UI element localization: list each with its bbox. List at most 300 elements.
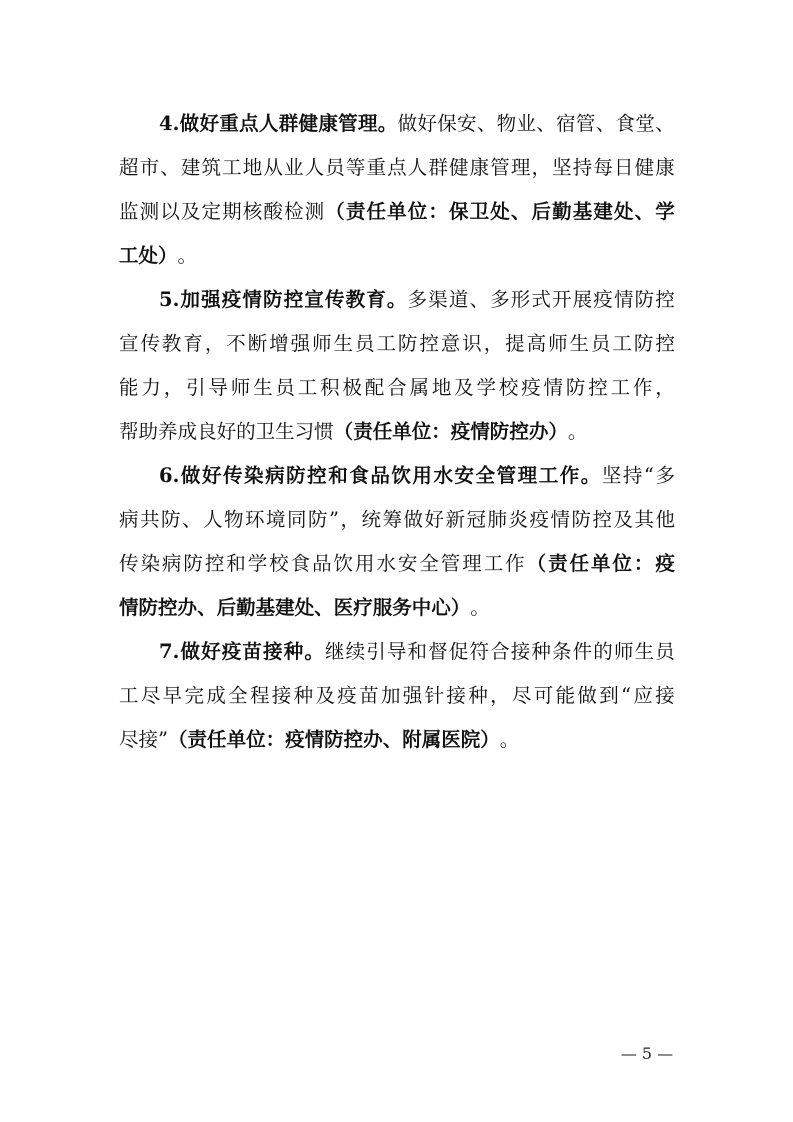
bold-char: （ — [526, 552, 547, 575]
text-char: 防 — [161, 508, 181, 531]
text-char: 饮 — [333, 552, 354, 575]
text-char: 测 — [139, 200, 160, 223]
text-char: 和 — [407, 640, 428, 663]
text-char: 用 — [354, 552, 375, 575]
text-char: 防 — [634, 288, 655, 311]
bold-char: 、 — [382, 728, 403, 751]
text-char: 接 — [138, 728, 159, 751]
text-char: 式 — [531, 288, 551, 311]
bold-char: 控 — [158, 596, 178, 619]
heading-char: 饮 — [391, 464, 411, 487]
bold-char: 单 — [387, 200, 407, 223]
text-char: 堂 — [635, 112, 655, 135]
text-char: 成 — [206, 684, 226, 707]
heading-char: 疫 — [221, 288, 242, 311]
text-char: 续 — [345, 640, 366, 663]
bold-char: 任 — [207, 728, 227, 751]
text-char: 传 — [140, 332, 160, 355]
text-char: 意 — [440, 332, 461, 355]
text-char: 接 — [510, 640, 531, 663]
text-char: 早 — [162, 684, 183, 707]
bold-char: 任 — [569, 552, 590, 575]
text-line — [119, 278, 675, 322]
text-char: 。 — [470, 596, 490, 619]
bold-char: 勤 — [236, 596, 256, 619]
text-char: 筹 — [382, 508, 402, 531]
bold-char: 位 — [612, 552, 632, 575]
text-line — [119, 586, 675, 630]
text-char: 道 — [448, 288, 469, 311]
heading-char: 防 — [263, 288, 283, 311]
bold-char: ） — [548, 420, 568, 443]
text-char: 管 — [440, 552, 461, 575]
heading-char: 康 — [318, 112, 338, 135]
bold-char: 位 — [246, 728, 266, 751]
text-line — [119, 674, 675, 718]
heading-char: 管 — [338, 112, 358, 135]
text-char: 生 — [275, 420, 295, 443]
heading-char: 5. — [159, 288, 180, 311]
bold-char: 防 — [324, 728, 344, 751]
bold-char: 单 — [226, 728, 247, 751]
text-char: 康 — [469, 156, 490, 179]
text-char: 酸 — [263, 200, 283, 223]
text-char: 品 — [312, 552, 332, 575]
text-char: 市 — [139, 156, 160, 179]
text-line — [119, 454, 675, 498]
text-char: 他 — [655, 508, 675, 531]
bold-char: （ — [325, 200, 345, 223]
text-char: 惯 — [314, 420, 334, 443]
text-char: 加 — [380, 684, 401, 707]
text-char: 接 — [655, 684, 675, 707]
bold-char: 防 — [138, 596, 159, 619]
bold-char: 办 — [177, 596, 198, 619]
text-char: 生 — [333, 332, 354, 355]
bold-char: （ — [333, 420, 354, 443]
bold-char: 中 — [411, 596, 432, 619]
bold-char: （ — [168, 728, 188, 751]
text-char: ， — [204, 332, 225, 355]
text-char: 到 — [599, 684, 619, 707]
bold-char: 情 — [304, 728, 325, 751]
bold-char: 属 — [421, 728, 442, 751]
text-char: 校 — [269, 552, 289, 575]
text-line — [119, 718, 675, 762]
bold-char: 疗 — [353, 596, 373, 619]
text-char: 重 — [366, 156, 387, 179]
heading-char: 苗 — [242, 640, 262, 663]
text-char: 、 — [476, 112, 497, 135]
text-char: 多 — [655, 464, 675, 487]
text-char: 员 — [325, 156, 345, 179]
bold-char: ） — [450, 596, 471, 619]
bold-char: ： — [265, 728, 286, 751]
heading-char: 理 — [517, 464, 538, 487]
text-char: 地 — [431, 376, 452, 399]
text-char: 渠 — [428, 288, 448, 311]
bold-char: 处 — [490, 200, 510, 223]
text-char: 情 — [543, 376, 564, 399]
text-char: 件 — [572, 640, 593, 663]
text-char: 物 — [496, 112, 517, 135]
text-char: 能 — [119, 376, 139, 399]
text-char: ， — [340, 508, 360, 531]
bold-char: 处 — [138, 244, 159, 267]
text-char: 增 — [269, 332, 289, 355]
text-char: 点 — [387, 156, 407, 179]
text-char: 育 — [183, 332, 203, 355]
text-char: 可 — [533, 684, 554, 707]
bold-char: 学 — [655, 200, 675, 223]
text-char: 习 — [294, 420, 315, 443]
text-char: 积 — [320, 376, 340, 399]
bold-char: 疫 — [285, 728, 305, 751]
heading-char: 和 — [328, 464, 348, 487]
text-char: 控 — [592, 508, 612, 531]
text-char: 继 — [324, 640, 345, 663]
text-char: 肺 — [487, 508, 507, 531]
text-char: 。 — [567, 420, 588, 443]
text-char: 识 — [462, 332, 482, 355]
bold-char: ） — [158, 244, 178, 267]
text-char: 理 — [510, 156, 531, 179]
bold-char: 务 — [392, 596, 412, 619]
bold-char: 建 — [593, 200, 613, 223]
text-char: 强 — [290, 332, 311, 355]
heading-char: 工 — [538, 464, 559, 487]
text-char: 共 — [140, 508, 160, 531]
text-char: 业 — [516, 112, 536, 135]
text-char: 管 — [575, 112, 596, 135]
text-char: 食 — [615, 112, 636, 135]
text-char: 及 — [613, 508, 633, 531]
heading-char: 重 — [219, 112, 239, 135]
heading-char: 4. — [159, 112, 180, 135]
text-char: 校 — [498, 376, 519, 399]
text-char: 配 — [364, 376, 385, 399]
bold-char: 疫 — [655, 552, 675, 575]
heading-char: 接 — [263, 640, 283, 663]
text-char: 疫 — [337, 684, 357, 707]
text-char: 做 — [397, 112, 418, 135]
text-char: 及 — [180, 200, 201, 223]
bold-char: 后 — [531, 200, 552, 223]
bold-char: ： — [428, 200, 448, 223]
text-char: 好 — [216, 420, 237, 443]
text-char: 及 — [454, 376, 474, 399]
text-char: 作 — [505, 552, 525, 575]
text-char: 符 — [469, 640, 489, 663]
heading-char: 7. — [159, 640, 180, 663]
text-char: 宿 — [556, 112, 576, 135]
text-char: 全 — [228, 684, 248, 707]
bold-char: ） — [480, 728, 500, 751]
text-char: 多 — [490, 288, 510, 311]
text-char: 、 — [595, 112, 616, 135]
text-char: 染 — [140, 552, 160, 575]
text-char: “ — [621, 684, 632, 707]
text-char: 完 — [184, 684, 204, 707]
bold-char: 院 — [460, 728, 481, 751]
heading-char: 加 — [180, 288, 200, 311]
text-char: 员 — [275, 376, 295, 399]
bold-char: 位 — [411, 420, 432, 443]
heading-char: 做 — [180, 464, 201, 487]
bold-char: 单 — [590, 552, 611, 575]
text-char: 好 — [424, 508, 444, 531]
text-char: 属 — [409, 376, 429, 399]
text-char: 生 — [569, 332, 590, 355]
bold-char: 服 — [372, 596, 393, 619]
text-char: 能 — [555, 684, 576, 707]
bold-char: 保 — [449, 200, 469, 223]
heading-char: 用 — [412, 464, 432, 487]
text-char: 防 — [397, 332, 418, 355]
text-char: 统 — [361, 508, 381, 531]
heading-char: 教 — [345, 288, 366, 311]
heading-char: 理 — [357, 112, 378, 135]
text-char: 引 — [186, 376, 206, 399]
text-char: 防 — [571, 508, 591, 531]
text-char: 筑 — [201, 156, 222, 179]
bold-char: 后 — [216, 596, 237, 619]
text-char: 高 — [526, 332, 547, 355]
text-char: 人 — [407, 156, 428, 179]
bold-char: 办 — [363, 728, 383, 751]
text-char: 强 — [402, 684, 423, 707]
text-char: 人 — [203, 508, 223, 531]
heading-char: 品 — [370, 464, 390, 487]
text-char: 物 — [224, 508, 244, 531]
text-char: 促 — [448, 640, 469, 663]
heading-char: 传 — [324, 288, 345, 311]
bold-char: 责 — [345, 200, 366, 223]
text-char: ， — [163, 376, 184, 399]
text-line — [119, 190, 675, 234]
bold-char: 处 — [294, 596, 315, 619]
text-line — [119, 498, 675, 542]
text-char: 监 — [119, 200, 139, 223]
text-char: 疫 — [593, 288, 613, 311]
heading-char: 健 — [298, 112, 319, 135]
text-char: 从 — [263, 156, 283, 179]
text-char: 良 — [197, 420, 217, 443]
bold-char: 基 — [572, 200, 593, 223]
text-char: 控 — [655, 332, 675, 355]
text-char: 。 — [499, 728, 520, 751]
text-char: 帮 — [119, 420, 139, 443]
text-char: 疫 — [521, 376, 541, 399]
text-char: 程 — [249, 684, 270, 707]
text-char: ” — [158, 728, 169, 751]
text-char: ” — [329, 508, 339, 531]
bold-char: 勤 — [552, 200, 572, 223]
heading-char: 。 — [377, 112, 398, 135]
text-char: 检 — [284, 200, 304, 223]
text-char: 成 — [177, 420, 198, 443]
bold-char: 防 — [489, 420, 510, 443]
text-char: 控 — [655, 288, 675, 311]
heading-char: 安 — [454, 464, 475, 487]
text-char: 保 — [437, 112, 457, 135]
text-char: 地 — [242, 156, 263, 179]
text-char: 健 — [634, 156, 655, 179]
text-char: 建 — [180, 156, 201, 179]
bold-char: 责 — [353, 420, 373, 443]
text-char: 冠 — [466, 508, 486, 531]
text-char: 生 — [634, 640, 655, 663]
text-char: 种 — [293, 684, 314, 707]
text-char: 病 — [161, 552, 182, 575]
text-char: 养 — [158, 420, 178, 443]
text-char: 的 — [593, 640, 613, 663]
page-number: — 5 — — [620, 1044, 674, 1063]
heading-char: 全 — [475, 464, 496, 487]
heading-char: 好 — [199, 112, 219, 135]
text-char: 等 — [345, 156, 366, 179]
text-char: 接 — [446, 684, 466, 707]
text-char: 工 — [612, 332, 632, 355]
text-char: 尽 — [119, 728, 139, 751]
text-line — [119, 542, 675, 586]
text-char: 传 — [119, 552, 139, 575]
text-char: 苗 — [359, 684, 379, 707]
text-char: 同 — [287, 508, 307, 531]
text-char: 师 — [613, 640, 634, 663]
text-char: 理 — [462, 552, 482, 575]
text-char: 学 — [476, 376, 497, 399]
text-char: 期 — [222, 200, 242, 223]
heading-char: 疫 — [221, 640, 242, 663]
text-char: 超 — [119, 156, 139, 179]
text-char: 康 — [655, 156, 675, 179]
text-char: 条 — [552, 640, 572, 663]
heading-char: 宣 — [304, 288, 324, 311]
bold-char: 医 — [333, 596, 354, 619]
text-char: 导 — [208, 376, 228, 399]
text-char: 其 — [634, 508, 654, 531]
text-char: 展 — [572, 288, 593, 311]
text-char: 控 — [419, 332, 439, 355]
heading-char: 传 — [222, 464, 243, 487]
text-line — [119, 102, 675, 146]
heading-char: 染 — [244, 464, 264, 487]
text-char: 做 — [577, 684, 597, 707]
bold-char: 情 — [470, 420, 490, 443]
text-char: 、 — [536, 112, 556, 135]
heading-char: 好 — [201, 640, 221, 663]
heading-char: 食 — [349, 464, 369, 487]
text-char: 力 — [141, 376, 161, 399]
heading-char: 做 — [180, 640, 200, 663]
text-char: 日 — [614, 156, 634, 179]
bold-char: 附 — [402, 728, 422, 751]
text-char: 防 — [565, 376, 586, 399]
text-char: 的 — [236, 420, 256, 443]
text-char: 安 — [457, 112, 477, 135]
heading-char: 好 — [201, 464, 222, 487]
text-char: 不 — [226, 332, 246, 355]
heading-char: 强 — [201, 288, 221, 311]
heading-char: 控 — [283, 288, 304, 311]
heading-char: 。 — [304, 640, 324, 663]
text-char: 导 — [386, 640, 407, 663]
bold-char: 、 — [314, 596, 334, 619]
text-char: 病 — [119, 508, 139, 531]
text-char: 情 — [550, 508, 570, 531]
heading-char: 水 — [433, 464, 453, 487]
text-char: 。 — [177, 244, 198, 267]
text-char: 员 — [354, 332, 375, 355]
text-char: 坚 — [601, 464, 622, 487]
text-char: 多 — [407, 288, 428, 311]
text-char: 群 — [428, 156, 448, 179]
text-char: 种 — [531, 640, 551, 663]
text-char: 、 — [469, 288, 489, 311]
text-char: 断 — [247, 332, 268, 355]
bold-char: 、 — [197, 596, 217, 619]
bold-char: 疫 — [450, 420, 471, 443]
text-char: 持 — [572, 156, 593, 179]
text-char: 尽 — [140, 684, 161, 707]
bold-char: ： — [633, 552, 654, 575]
heading-char: 6. — [159, 464, 180, 487]
heading-char: 情 — [242, 288, 262, 311]
text-char: 每 — [593, 156, 613, 179]
bold-char: 责 — [187, 728, 208, 751]
text-char: ， — [655, 376, 675, 399]
text-char: 针 — [424, 684, 445, 707]
text-char: 人 — [304, 156, 325, 179]
text-line — [119, 146, 675, 190]
text-char: 工 — [610, 376, 631, 399]
bold-char: 任 — [366, 200, 387, 223]
text-char: ， — [490, 684, 510, 707]
text-char: 工 — [222, 156, 242, 179]
text-char: 全 — [419, 552, 439, 575]
text-char: 好 — [417, 112, 437, 135]
text-char: 防 — [183, 552, 203, 575]
bold-char: 控 — [343, 728, 364, 751]
text-char: 管 — [490, 156, 510, 179]
heading-char: 人 — [258, 112, 279, 135]
text-char: 教 — [161, 332, 182, 355]
bold-char: 工 — [119, 244, 139, 267]
text-char: 控 — [588, 376, 608, 399]
text-char: 督 — [428, 640, 448, 663]
text-char: 、 — [182, 508, 202, 531]
heading-char: 群 — [278, 112, 299, 135]
text-char: 防 — [308, 508, 328, 531]
text-char: 生 — [253, 376, 273, 399]
text-char: 工 — [483, 552, 504, 575]
bold-char: 医 — [441, 728, 461, 751]
text-line — [119, 630, 675, 674]
text-char: 师 — [230, 376, 251, 399]
text-char: 形 — [510, 288, 531, 311]
text-char: 合 — [387, 376, 407, 399]
text-char: 员 — [590, 332, 611, 355]
heading-char: 育 — [366, 288, 386, 311]
heading-char: 点 — [239, 112, 259, 135]
text-char: ， — [531, 156, 552, 179]
text-char: 新 — [445, 508, 465, 531]
text-char: 安 — [397, 552, 418, 575]
text-char: 测 — [304, 200, 325, 223]
text-char: 工 — [376, 332, 396, 355]
heading-char: 控 — [307, 464, 327, 487]
